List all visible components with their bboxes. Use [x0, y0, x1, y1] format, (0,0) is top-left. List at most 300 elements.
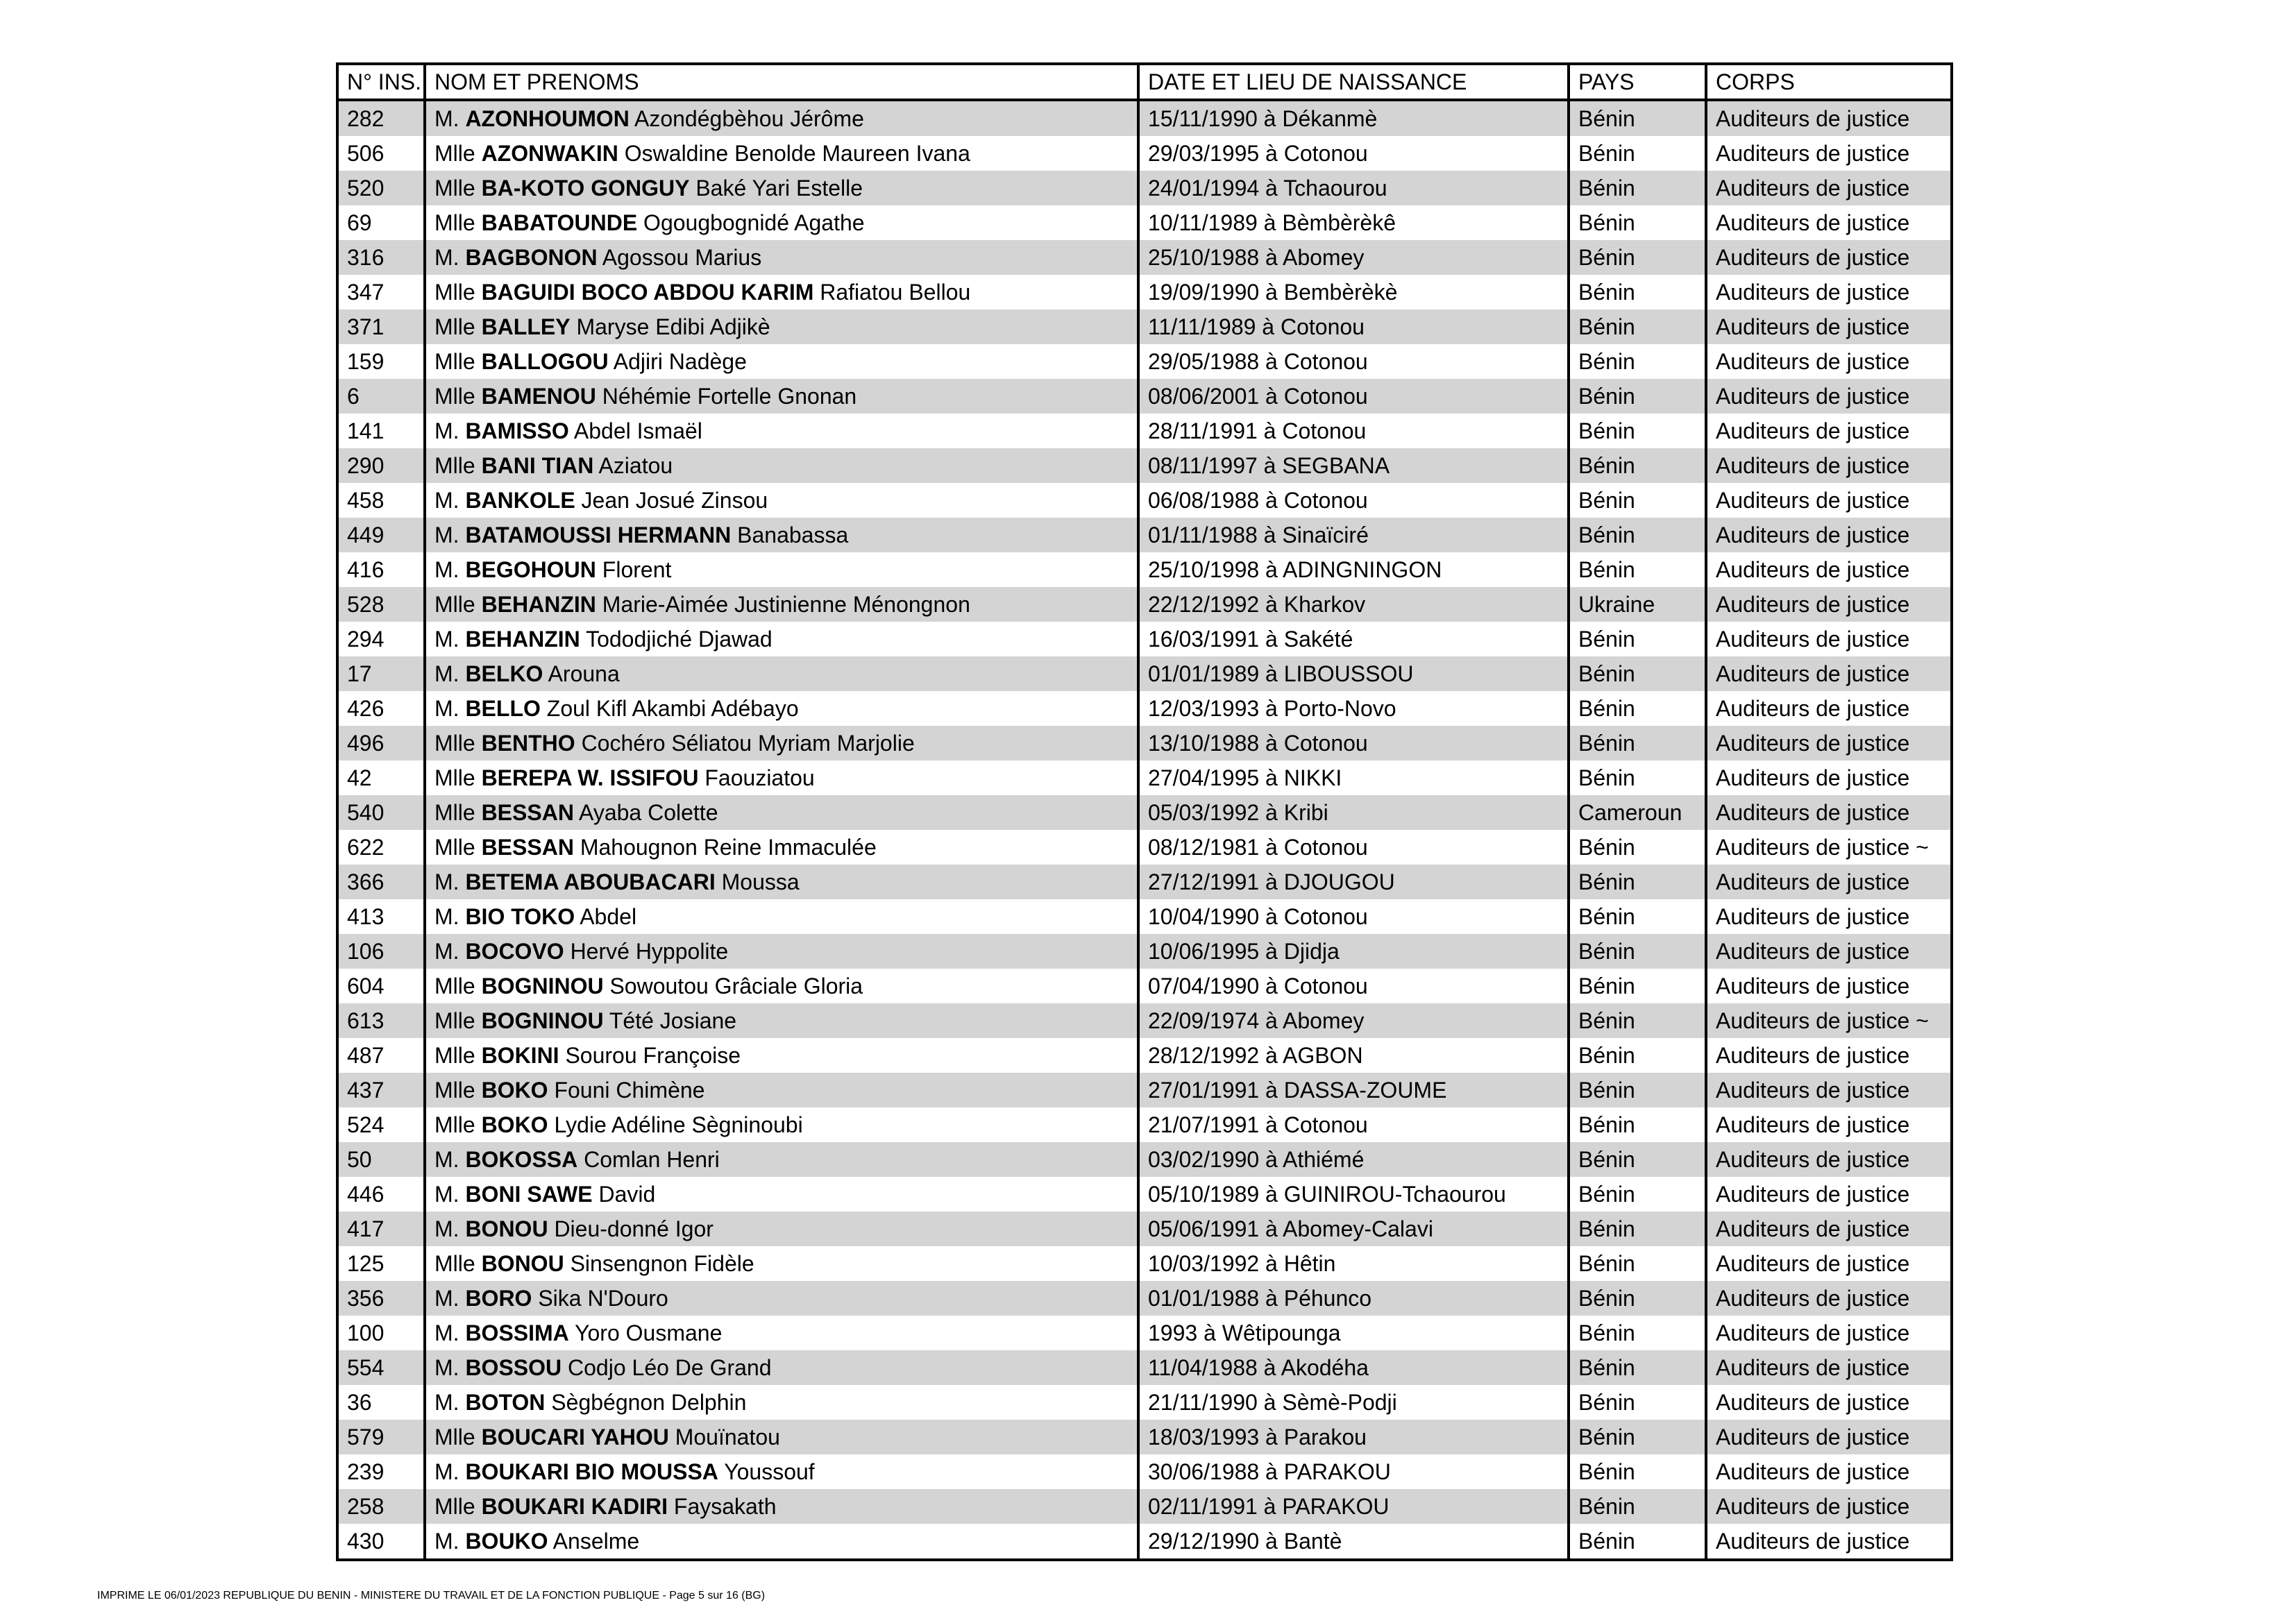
- cell-name: [425, 1420, 1138, 1454]
- cell-corps: Auditeurs de justice: [1706, 934, 1952, 969]
- name-given: Sègbégnon Delphin: [551, 1390, 747, 1415]
- name-title: M.: [434, 1286, 459, 1311]
- cell-birth: 1993 à Wêtipounga: [1138, 1316, 1569, 1350]
- name-title: M.: [434, 418, 459, 443]
- cell-birth: 01/01/1988 à Péhunco: [1138, 1281, 1569, 1316]
- cell-corps: Auditeurs de justice: [1706, 1524, 1952, 1560]
- cell-name: [425, 1212, 1138, 1246]
- cell-name: [425, 622, 1138, 656]
- name-given: Youssouf: [724, 1459, 815, 1484]
- name-given: Mouïnatou: [675, 1425, 780, 1450]
- name-surname: BOUKARI KADIRI: [481, 1494, 668, 1519]
- name-title: Mlle: [434, 1425, 475, 1450]
- table-row: [337, 275, 1952, 309]
- name-title: Mlle: [434, 349, 475, 374]
- table-row: [337, 379, 1952, 414]
- cell-name: [425, 1524, 1138, 1560]
- name-given: Founi Chimène: [554, 1078, 705, 1103]
- name-title: M.: [434, 1459, 459, 1484]
- cell-birth: 02/11/1991 à PARAKOU: [1138, 1489, 1569, 1524]
- cell-birth: 12/03/1993 à Porto-Novo: [1138, 691, 1569, 726]
- cell-country: Bénin: [1569, 899, 1706, 934]
- cell-country: Bénin: [1569, 1454, 1706, 1489]
- cell-number: 416: [337, 552, 425, 587]
- cell-name: [425, 1003, 1138, 1038]
- cell-name: [425, 587, 1138, 622]
- table-row: [337, 1454, 1952, 1489]
- name-given: Azondégbèhou Jérôme: [634, 106, 864, 131]
- table-row: [337, 309, 1952, 344]
- cell-name: [425, 934, 1138, 969]
- cell-number: 347: [337, 275, 425, 309]
- cell-number: 50: [337, 1142, 425, 1177]
- cell-country: Cameroun: [1569, 795, 1706, 830]
- name-surname: BEREPA W. ISSIFOU: [481, 765, 699, 790]
- cell-number: 506: [337, 136, 425, 171]
- name-surname: BA-KOTO GONGUY: [481, 176, 690, 201]
- cell-number: 496: [337, 726, 425, 760]
- cell-name: [425, 344, 1138, 379]
- name-given: Sinsengnon Fidèle: [570, 1251, 754, 1276]
- name-given: Ogougbognidé Agathe: [643, 210, 865, 235]
- cell-number: 524: [337, 1107, 425, 1142]
- cell-country: Bénin: [1569, 1212, 1706, 1246]
- cell-number: 42: [337, 760, 425, 795]
- name-given: Aziatou: [598, 453, 673, 478]
- cell-number: 446: [337, 1177, 425, 1212]
- candidate-table: [336, 62, 1953, 1561]
- name-given: Sowoutou Grâciale Gloria: [609, 974, 863, 999]
- name-given: Sika N'Douro: [538, 1286, 668, 1311]
- cell-name: [425, 1038, 1138, 1073]
- cell-number: 294: [337, 622, 425, 656]
- cell-name: [425, 1281, 1138, 1316]
- cell-country: Bénin: [1569, 1420, 1706, 1454]
- cell-name: [425, 414, 1138, 448]
- name-given: Néhémie Fortelle Gnonan: [602, 384, 857, 409]
- cell-birth: 27/12/1991 à DJOUGOU: [1138, 865, 1569, 899]
- cell-corps: Auditeurs de justice: [1706, 171, 1952, 205]
- table-row: [337, 100, 1952, 136]
- cell-birth: 05/03/1992 à Kribi: [1138, 795, 1569, 830]
- cell-name: [425, 1107, 1138, 1142]
- cell-country: Bénin: [1569, 309, 1706, 344]
- cell-name: [425, 1350, 1138, 1385]
- name-surname: AZONWAKIN: [481, 141, 618, 166]
- cell-name: [425, 1073, 1138, 1107]
- name-given: Agossou Marius: [602, 245, 762, 270]
- name-title: Mlle: [434, 1251, 475, 1276]
- cell-corps: Auditeurs de justice: [1706, 1038, 1952, 1073]
- table-row: [337, 136, 1952, 171]
- name-title: M.: [434, 1355, 459, 1380]
- cell-name: [425, 795, 1138, 830]
- cell-corps: Auditeurs de justice: [1706, 760, 1952, 795]
- name-given: Marie-Aimée Justinienne Ménongnon: [602, 592, 970, 617]
- table-row: [337, 1107, 1952, 1142]
- cell-corps: Auditeurs de justice: [1706, 309, 1952, 344]
- cell-birth: 19/09/1990 à Bembèrèkè: [1138, 275, 1569, 309]
- name-surname: BESSAN: [481, 835, 574, 860]
- cell-country: Bénin: [1569, 1246, 1706, 1281]
- name-given: Cochéro Séliatou Myriam Marjolie: [581, 731, 915, 756]
- cell-number: 417: [337, 1212, 425, 1246]
- cell-country: Bénin: [1569, 1107, 1706, 1142]
- name-surname: BOCOVO: [465, 939, 564, 964]
- name-title: Mlle: [434, 835, 475, 860]
- name-surname: BETEMA ABOUBACARI: [465, 869, 716, 894]
- cell-country: Bénin: [1569, 552, 1706, 587]
- cell-birth: 25/10/1998 à ADINGNINGON: [1138, 552, 1569, 587]
- cell-name: [425, 1385, 1138, 1420]
- cell-number: 554: [337, 1350, 425, 1385]
- name-surname: BORO: [465, 1286, 532, 1311]
- cell-country: Bénin: [1569, 830, 1706, 865]
- cell-name: [425, 969, 1138, 1003]
- cell-country: Bénin: [1569, 1316, 1706, 1350]
- header-corps: CORPS: [1706, 64, 1952, 100]
- table-body: [337, 100, 1952, 1560]
- cell-number: 258: [337, 1489, 425, 1524]
- cell-birth: 27/01/1991 à DASSA-ZOUME: [1138, 1073, 1569, 1107]
- name-given: Sourou Françoise: [565, 1043, 741, 1068]
- cell-name: [425, 1454, 1138, 1489]
- name-title: M.: [434, 696, 459, 721]
- name-title: M.: [434, 904, 459, 929]
- name-surname: BABATOUNDE: [481, 210, 638, 235]
- name-given: Florent: [602, 557, 672, 582]
- cell-corps: Auditeurs de justice: [1706, 275, 1952, 309]
- cell-corps: Auditeurs de justice: [1706, 414, 1952, 448]
- cell-number: 528: [337, 587, 425, 622]
- cell-birth: 22/12/1992 à Kharkov: [1138, 587, 1569, 622]
- cell-birth: 29/12/1990 à Bantè: [1138, 1524, 1569, 1560]
- name-title: M.: [434, 627, 459, 652]
- table-header-row: [337, 64, 1952, 100]
- cell-number: 622: [337, 830, 425, 865]
- cell-birth: 30/06/1988 à PARAKOU: [1138, 1454, 1569, 1489]
- name-surname: BANI TIAN: [481, 453, 594, 478]
- name-given: Abdel Ismaël: [573, 418, 702, 443]
- cell-country: Bénin: [1569, 1489, 1706, 1524]
- table-row: [337, 1316, 1952, 1350]
- name-title: Mlle: [434, 453, 475, 478]
- cell-name: [425, 760, 1138, 795]
- name-surname: BOKOSSA: [465, 1147, 578, 1172]
- name-title: M.: [434, 869, 459, 894]
- cell-birth: 01/11/1988 à Sinaïciré: [1138, 518, 1569, 552]
- cell-corps: Auditeurs de justice: [1706, 1212, 1952, 1246]
- name-title: M.: [434, 1320, 459, 1345]
- cell-number: 437: [337, 1073, 425, 1107]
- cell-country: Bénin: [1569, 483, 1706, 518]
- name-surname: BANKOLE: [465, 488, 575, 513]
- table-row: [337, 1281, 1952, 1316]
- name-surname: BEHANZIN: [481, 592, 596, 617]
- table-row: [337, 240, 1952, 275]
- cell-birth: 06/08/1988 à Cotonou: [1138, 483, 1569, 518]
- name-title: Mlle: [434, 1008, 475, 1033]
- table-row: [337, 344, 1952, 379]
- table-row: [337, 1142, 1952, 1177]
- cell-corps: Auditeurs de justice: [1706, 622, 1952, 656]
- cell-corps: Auditeurs de justice: [1706, 205, 1952, 240]
- table-row: [337, 726, 1952, 760]
- name-surname: BIO TOKO: [465, 904, 575, 929]
- name-surname: BOUKO: [465, 1529, 548, 1554]
- name-given: Tododjiché Djawad: [586, 627, 773, 652]
- cell-name: [425, 240, 1138, 275]
- table-row: [337, 1246, 1952, 1281]
- cell-country: Bénin: [1569, 518, 1706, 552]
- cell-country: Bénin: [1569, 1003, 1706, 1038]
- name-surname: BALLEY: [481, 314, 571, 339]
- cell-birth: 29/05/1988 à Cotonou: [1138, 344, 1569, 379]
- cell-name: [425, 1177, 1138, 1212]
- table-row: [337, 1038, 1952, 1073]
- cell-name: [425, 309, 1138, 344]
- name-title: Mlle: [434, 314, 475, 339]
- name-given: Mahougnon Reine Immaculée: [580, 835, 877, 860]
- cell-country: Bénin: [1569, 1073, 1706, 1107]
- cell-name: [425, 483, 1138, 518]
- cell-corps: Auditeurs de justice: [1706, 691, 1952, 726]
- table-row: [337, 483, 1952, 518]
- name-surname: BAGUIDI BOCO ABDOU KARIM: [481, 280, 814, 305]
- cell-corps: Auditeurs de justice: [1706, 552, 1952, 587]
- name-given: Abdel: [580, 904, 637, 929]
- table-row: [337, 969, 1952, 1003]
- name-given: Faouziatou: [704, 765, 815, 790]
- name-surname: BELLO: [465, 696, 541, 721]
- name-surname: BATAMOUSSI HERMANN: [465, 522, 732, 547]
- cell-number: 239: [337, 1454, 425, 1489]
- table-row: [337, 1212, 1952, 1246]
- cell-number: 290: [337, 448, 425, 483]
- name-title: M.: [434, 1182, 459, 1207]
- cell-number: 141: [337, 414, 425, 448]
- cell-birth: 01/01/1989 à LIBOUSSOU: [1138, 656, 1569, 691]
- cell-corps: Auditeurs de justice: [1706, 1281, 1952, 1316]
- name-surname: BOTON: [465, 1390, 546, 1415]
- cell-country: Bénin: [1569, 1350, 1706, 1385]
- name-surname: BAMISSO: [465, 418, 569, 443]
- table-row: [337, 1177, 1952, 1212]
- cell-name: [425, 830, 1138, 865]
- cell-name: [425, 136, 1138, 171]
- name-surname: BOKO: [481, 1078, 548, 1103]
- name-title: M.: [434, 1216, 459, 1241]
- table-row: [337, 1073, 1952, 1107]
- name-given: Jean Josué Zinsou: [581, 488, 768, 513]
- cell-corps: Auditeurs de justice: [1706, 587, 1952, 622]
- cell-corps: Auditeurs de justice: [1706, 1177, 1952, 1212]
- cell-corps: Auditeurs de justice: [1706, 1350, 1952, 1385]
- name-surname: BONI SAWE: [465, 1182, 593, 1207]
- cell-corps: Auditeurs de justice: [1706, 379, 1952, 414]
- table-row: [337, 1385, 1952, 1420]
- cell-number: 106: [337, 934, 425, 969]
- cell-name: [425, 865, 1138, 899]
- cell-corps: Auditeurs de justice: [1706, 1454, 1952, 1489]
- table-row: [337, 656, 1952, 691]
- cell-corps: Auditeurs de justice: [1706, 1246, 1952, 1281]
- cell-corps: Auditeurs de justice: [1706, 726, 1952, 760]
- name-given: Anselme: [552, 1529, 640, 1554]
- cell-number: 316: [337, 240, 425, 275]
- cell-name: [425, 726, 1138, 760]
- cell-name: [425, 1489, 1138, 1524]
- cell-corps: Auditeurs de justice: [1706, 899, 1952, 934]
- cell-country: Bénin: [1569, 1524, 1706, 1560]
- cell-birth: 10/03/1992 à Hêtin: [1138, 1246, 1569, 1281]
- cell-country: Bénin: [1569, 448, 1706, 483]
- cell-name: [425, 552, 1138, 587]
- cell-number: 520: [337, 171, 425, 205]
- table-row: [337, 587, 1952, 622]
- name-surname: BOSSOU: [465, 1355, 562, 1380]
- name-given: Codjo Léo De Grand: [568, 1355, 772, 1380]
- name-given: Dieu-donné Igor: [554, 1216, 714, 1241]
- cell-number: 540: [337, 795, 425, 830]
- cell-birth: 11/04/1988 à Akodéha: [1138, 1350, 1569, 1385]
- name-given: David: [598, 1182, 656, 1207]
- name-given: Rafiatou Bellou: [820, 280, 971, 305]
- name-title: Mlle: [434, 141, 475, 166]
- table-row: [337, 1003, 1952, 1038]
- cell-birth: 15/11/1990 à Dékanmè: [1138, 100, 1569, 136]
- name-given: Moussa: [721, 869, 800, 894]
- cell-birth: 10/06/1995 à Djidja: [1138, 934, 1569, 969]
- cell-corps: Auditeurs de justice: [1706, 1142, 1952, 1177]
- name-surname: BOUKARI BIO MOUSSA: [465, 1459, 718, 1484]
- cell-number: 613: [337, 1003, 425, 1038]
- name-given: Tété Josiane: [609, 1008, 737, 1033]
- name-surname: BEHANZIN: [465, 627, 580, 652]
- name-title: Mlle: [434, 176, 475, 201]
- cell-birth: 27/04/1995 à NIKKI: [1138, 760, 1569, 795]
- name-surname: AZONHOUMON: [465, 106, 630, 131]
- header-name: NOM ET PRENOMS: [425, 64, 1138, 100]
- table-row: [337, 691, 1952, 726]
- header-birth: DATE ET LIEU DE NAISSANCE: [1138, 64, 1569, 100]
- name-given: Oswaldine Benolde Maureen Ivana: [624, 141, 970, 166]
- name-surname: BOGNINOU: [481, 974, 604, 999]
- name-title: M.: [434, 939, 459, 964]
- name-given: Banabassa: [737, 522, 849, 547]
- cell-country: Bénin: [1569, 240, 1706, 275]
- table-row: [337, 414, 1952, 448]
- name-title: M.: [434, 1529, 459, 1554]
- name-surname: BEGOHOUN: [465, 557, 596, 582]
- cell-birth: 28/11/1991 à Cotonou: [1138, 414, 1569, 448]
- cell-country: Bénin: [1569, 414, 1706, 448]
- table-row: [337, 1524, 1952, 1560]
- table-row: [337, 1350, 1952, 1385]
- name-given: Baké Yari Estelle: [695, 176, 863, 201]
- cell-corps: Auditeurs de justice: [1706, 969, 1952, 1003]
- cell-country: Bénin: [1569, 205, 1706, 240]
- cell-number: 413: [337, 899, 425, 934]
- cell-corps: Auditeurs de justice ~: [1706, 1003, 1952, 1038]
- cell-number: 449: [337, 518, 425, 552]
- name-given: Yoro Ousmane: [575, 1320, 723, 1345]
- name-surname: BOSSIMA: [465, 1320, 569, 1345]
- cell-number: 579: [337, 1420, 425, 1454]
- cell-name: [425, 275, 1138, 309]
- table-row: [337, 899, 1952, 934]
- cell-country: Bénin: [1569, 691, 1706, 726]
- header-country: PAYS: [1569, 64, 1706, 100]
- cell-country: Bénin: [1569, 760, 1706, 795]
- cell-corps: Auditeurs de justice: [1706, 448, 1952, 483]
- name-title: M.: [434, 106, 459, 131]
- cell-birth: 07/04/1990 à Cotonou: [1138, 969, 1569, 1003]
- cell-birth: 08/06/2001 à Cotonou: [1138, 379, 1569, 414]
- cell-name: [425, 1142, 1138, 1177]
- name-title: Mlle: [434, 1112, 475, 1137]
- name-given: Faysakath: [673, 1494, 777, 1519]
- name-given: Arouna: [548, 661, 620, 686]
- name-title: M.: [434, 661, 459, 686]
- print-footer: IMPRIME LE 06/01/2023 REPUBLIQUE DU BENIN - MINISTERE DU TRAVAIL ET DE LA FONCTION PUBLIQUE - Page 5 sur 16 (BG): [97, 1590, 766, 1601]
- cell-country: Bénin: [1569, 969, 1706, 1003]
- cell-corps: Auditeurs de justice: [1706, 1489, 1952, 1524]
- cell-number: 458: [337, 483, 425, 518]
- header-number: N° INS.: [337, 64, 425, 100]
- cell-birth: 11/11/1989 à Cotonou: [1138, 309, 1569, 344]
- cell-country: Bénin: [1569, 100, 1706, 136]
- cell-corps: Auditeurs de justice: [1706, 240, 1952, 275]
- name-title: M.: [434, 1390, 459, 1415]
- name-surname: BESSAN: [481, 800, 574, 825]
- cell-name: [425, 1316, 1138, 1350]
- cell-number: 100: [337, 1316, 425, 1350]
- name-title: Mlle: [434, 1494, 475, 1519]
- name-given: Adjiri Nadège: [613, 349, 747, 374]
- name-given: Zoul Kifl Akambi Adébayo: [546, 696, 799, 721]
- cell-birth: 10/11/1989 à Bèmbèrèkê: [1138, 205, 1569, 240]
- cell-corps: Auditeurs de justice: [1706, 1420, 1952, 1454]
- cell-birth: 05/06/1991 à Abomey-Calavi: [1138, 1212, 1569, 1246]
- name-title: Mlle: [434, 592, 475, 617]
- cell-country: Bénin: [1569, 865, 1706, 899]
- cell-birth: 29/03/1995 à Cotonou: [1138, 136, 1569, 171]
- table-row: [337, 830, 1952, 865]
- cell-birth: 13/10/1988 à Cotonou: [1138, 726, 1569, 760]
- cell-number: 125: [337, 1246, 425, 1281]
- cell-number: 69: [337, 205, 425, 240]
- name-title: M.: [434, 557, 459, 582]
- name-surname: BELKO: [465, 661, 543, 686]
- cell-birth: 16/03/1991 à Sakété: [1138, 622, 1569, 656]
- cell-name: [425, 1246, 1138, 1281]
- cell-corps: Auditeurs de justice: [1706, 100, 1952, 136]
- name-title: Mlle: [434, 210, 475, 235]
- cell-number: 430: [337, 1524, 425, 1560]
- name-surname: BONOU: [465, 1216, 548, 1241]
- name-given: Comlan Henri: [584, 1147, 720, 1172]
- cell-country: Bénin: [1569, 726, 1706, 760]
- cell-number: 159: [337, 344, 425, 379]
- cell-country: Bénin: [1569, 171, 1706, 205]
- name-given: Maryse Edibi Adjikè: [576, 314, 770, 339]
- name-surname: BOKINI: [481, 1043, 559, 1068]
- cell-number: 366: [337, 865, 425, 899]
- table-row: [337, 934, 1952, 969]
- name-title: M.: [434, 488, 459, 513]
- cell-country: Bénin: [1569, 1038, 1706, 1073]
